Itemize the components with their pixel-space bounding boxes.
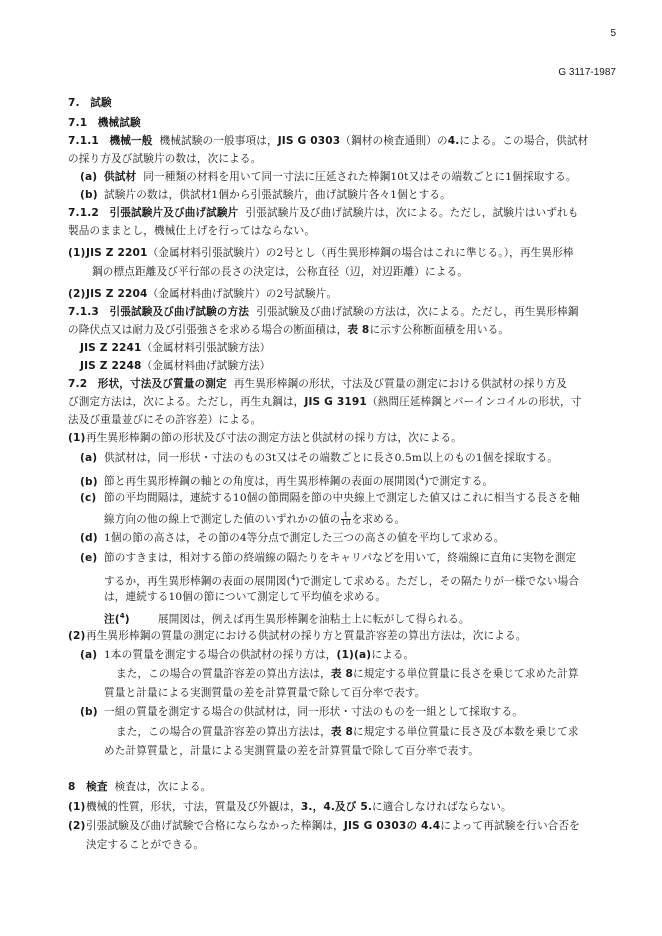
list-item-1 — [68, 247, 574, 260]
item-text: 1個の節の高さは，その節の4等分点で測定した三つの高さの値を平均して求める。 — [104, 532, 505, 544]
sub-item-b — [80, 472, 493, 489]
section-8-heading — [68, 781, 211, 794]
reference-text: （金属材料引張試験方法） — [141, 342, 271, 354]
list-marker: (b) — [80, 475, 98, 488]
clause-reference: 3.，4.及び 5. — [300, 801, 373, 813]
body-text: 検査は，次による。 — [114, 781, 212, 793]
section-7-heading — [68, 97, 112, 110]
item-text: 決定することができる。 — [86, 839, 205, 851]
footnote-text: 展開図は，例えば再生異形棒鋼を油粘土上に転がして得られる。 — [158, 613, 470, 626]
list-item-2 — [68, 820, 580, 833]
clause-title: 引張試験及び曲げ試験の方法 — [109, 306, 250, 318]
section-number: 7. — [68, 97, 80, 109]
item-text: 質量と計量による実測質量の差を計算質量で除して百分率で表す。 — [104, 687, 426, 699]
body-text: 引張試験片及び曲げ試験片は，次による。ただし，試験片はいずれも — [245, 207, 579, 219]
sub-item-a — [80, 649, 414, 662]
item-text: に適合しなければならない。 — [372, 801, 512, 813]
body-text: （鋼材の検査通則）の — [340, 135, 448, 147]
item-text: 機械的性質，形状，寸法，質量及び外観は， — [86, 801, 301, 813]
item-text: するか，再生異形棒鋼の表面の展開図( — [104, 575, 291, 588]
list-marker: (1) — [68, 432, 86, 444]
body-text-line — [68, 324, 509, 337]
list-item-1 — [68, 801, 512, 814]
section-number: 7.1 — [68, 117, 88, 129]
item-text-line — [104, 572, 579, 589]
item-text: )で測定する。 — [424, 475, 494, 488]
standard-reference: JIS G 3191 — [304, 396, 367, 408]
footnote-label: 注($^4$) — [104, 612, 130, 626]
item-text: 線方向の他の線上で測定した値のいずれかの値の — [104, 513, 341, 526]
list-marker: (a) — [80, 171, 98, 183]
body-text: 引張試験及び曲げ試験の方法は，次による。ただし，再生異形棒鋼 — [256, 306, 579, 318]
item-text: （金属材料曲げ試験片）の2号試験片。 — [147, 288, 338, 300]
body-text: 再生異形棒鋼の形状，寸法及び質量の測定における供試材の採り方及 — [233, 378, 567, 390]
list-marker: (2) — [68, 630, 86, 642]
list-item-2 — [68, 288, 337, 301]
clause-number: 7.1.1 — [68, 135, 99, 147]
sub-item-c — [80, 492, 580, 505]
item-text-line — [116, 668, 579, 681]
list-marker: (b) — [80, 706, 98, 718]
fraction-denominator: 10 — [341, 519, 351, 527]
footnote-mark: 4 — [119, 612, 125, 620]
body-text: に示す公称断面積を用いる。 — [369, 324, 510, 336]
clause-7-1-1 — [68, 135, 588, 148]
list-marker: (c) — [80, 492, 97, 504]
list-marker: (1) — [68, 801, 86, 813]
list-item-b — [80, 189, 451, 202]
clause-7-1-2 — [68, 207, 579, 220]
standard-reference: JIS G 0303 — [343, 820, 407, 832]
method-reference-1 — [80, 342, 271, 355]
item-text: 一組の質量を測定する場合の供試材は，同一形状・寸法のものを一組として採取する。 — [104, 706, 524, 718]
standard-reference: JIS Z 2241 — [80, 342, 142, 354]
item-text: 供試材は，同一形状・寸法のもの3t又はその端数ごとに長さ0.5m以上のもの1個を採取する。 — [104, 452, 558, 464]
footnote-mark: 4 — [419, 474, 425, 482]
body-text: （熱間圧延棒鋼とバーインコイルの形状，寸 — [366, 396, 582, 408]
item-text: に規定する単位質量に長さを乗じて求めた計算 — [352, 668, 579, 680]
sub-item-a — [80, 452, 558, 465]
body-text-line — [68, 396, 582, 409]
item-text-line — [104, 512, 405, 527]
clause-title: 形状，寸法及び質量の測定 — [97, 378, 227, 390]
clause-title: 機械一般 — [109, 135, 153, 147]
item-text: )で測定して求める。ただし，その隔たりが一様でない場合 — [295, 575, 580, 588]
item-text: に規定する単位質量に長さ及び本数を乗じて求 — [352, 726, 579, 738]
item-text: 再生異形棒鋼の質量の測定における供試材の採り方と質量許容差の算出方法は，次による。 — [86, 630, 527, 642]
list-marker: (d) — [80, 532, 98, 544]
item-text: 節の平均間隔は，連続する10個の節間隔を節の中央線上で測定した値又はこれに相当する長さを軸 — [104, 492, 580, 504]
fraction — [341, 512, 350, 527]
footnote-mark: 4 — [290, 574, 296, 582]
table-reference: 表 8 — [330, 726, 353, 738]
list-marker: (e) — [80, 552, 98, 564]
method-reference-2 — [80, 360, 271, 373]
sub-item-d — [80, 532, 505, 545]
clause-number: 7.1.2 — [68, 207, 99, 219]
section-number: 8 — [68, 781, 76, 793]
list-marker: (2) — [68, 820, 86, 832]
clause-reference: の 4.4 — [406, 820, 441, 832]
body-text: び測定方法は，次による。ただし，再生丸鋼は， — [68, 396, 305, 408]
item-text: また，この場合の質量許容差の算出方法は， — [116, 726, 331, 738]
body-text: 法及び重量並びにその許容差）による。 — [68, 414, 262, 426]
body-text: 機械試験の一般事項は， — [159, 135, 278, 147]
sub-item-e — [80, 552, 576, 565]
item-text: による。 — [371, 649, 415, 661]
clause-number: 7.1.3 — [68, 306, 99, 318]
clause-title: 引張試験片及び曲げ試験片 — [109, 207, 239, 219]
list-item-2 — [68, 630, 527, 643]
section-7-1-heading — [68, 117, 141, 130]
item-text: は，連続する10個の節について測定して平均値を求める。 — [104, 591, 387, 603]
page-number: 5 — [610, 28, 616, 39]
body-text: の降伏点又は耐力及び引張強さを求める場合の断面積は， — [68, 324, 348, 336]
clause-7-2 — [68, 378, 567, 391]
clause-reference: (1)(a) — [336, 649, 372, 661]
item-text: 再生異形棒鋼の節の形状及び寸法の測定方法と供試材の採り方は，次による。 — [86, 432, 463, 444]
footnote — [104, 610, 470, 627]
table-reference: 表 8 — [347, 324, 370, 336]
standard-reference: JIS G 0303 — [277, 135, 341, 147]
section-title: 検査 — [86, 781, 108, 793]
standard-reference: JIS Z 2201 — [86, 247, 148, 259]
item-text: 1本の質量を測定する場合の供試材の採り方は， — [104, 649, 337, 661]
item-title: 供試材 — [104, 171, 137, 183]
item-text: 鋼の標点距離及び平行部の長さの決定は，公称直径（辺，対辺距離）による。 — [92, 266, 469, 278]
list-marker: (a) — [80, 452, 98, 464]
item-text: 節のすきまは，相対する節の終端線の隔たりをキャリパなどを用いて，終端線に直角に実物を測定 — [104, 552, 577, 564]
section-title: 試験 — [90, 97, 112, 109]
sub-item-b — [80, 706, 523, 719]
clause-reference: 4. — [447, 135, 460, 147]
list-marker: (1) — [68, 247, 86, 259]
standard-reference: JIS Z 2248 — [80, 360, 142, 372]
clause-7-1-3 — [68, 306, 579, 319]
item-text: 試験片の数は，供試材1個から引張試験片，曲げ試験片各々1個とする。 — [104, 189, 451, 201]
item-text: 節と再生異形棒鋼の軸との角度は，再生異形棒鋼の表面の展開図( — [104, 475, 420, 488]
item-text: 同一種類の材料を用いて同一寸法に圧延された棒鋼10t又はその端数ごとに1個採取する。 — [143, 171, 577, 183]
standard-code: G 3117-1987 — [558, 67, 616, 78]
body-text: の採り方及び試験片の数は，次による。 — [68, 153, 262, 165]
body-text: 製品のままとし，機械仕上げを行ってはならない。 — [68, 225, 316, 237]
item-text: によって再試験を行い合否を — [440, 820, 580, 832]
standard-reference: JIS Z 2204 — [86, 288, 148, 300]
table-reference: 表 8 — [330, 668, 353, 680]
item-text: を求める。 — [351, 513, 406, 526]
clause-number: 7.2 — [68, 378, 88, 390]
fraction-numerator: 1 — [341, 512, 350, 520]
list-marker: (b) — [80, 189, 98, 201]
reference-text: （金属材料曲げ試験方法） — [141, 360, 271, 372]
list-marker: (2) — [68, 288, 86, 300]
item-text: 引張試験及び曲げ試験で合格にならなかった棒鋼は， — [86, 820, 344, 832]
list-marker: (a) — [80, 649, 98, 661]
item-text: また，この場合の質量許容差の算出方法は， — [116, 668, 331, 680]
item-text: めた計算質量と，計量による実測質量の差を計算質量で除して百分率で表す。 — [104, 745, 480, 757]
body-text: による。この場合，供試材 — [459, 135, 589, 147]
item-text: （金属材料引張試験片）の2号とし（再生異形棒鋼の場合はこれに準じる。），再生異形棒 — [147, 247, 574, 259]
section-title: 機械試験 — [97, 117, 141, 129]
list-item-a — [80, 171, 577, 184]
list-item-1 — [68, 432, 462, 445]
item-text-line — [116, 726, 579, 739]
